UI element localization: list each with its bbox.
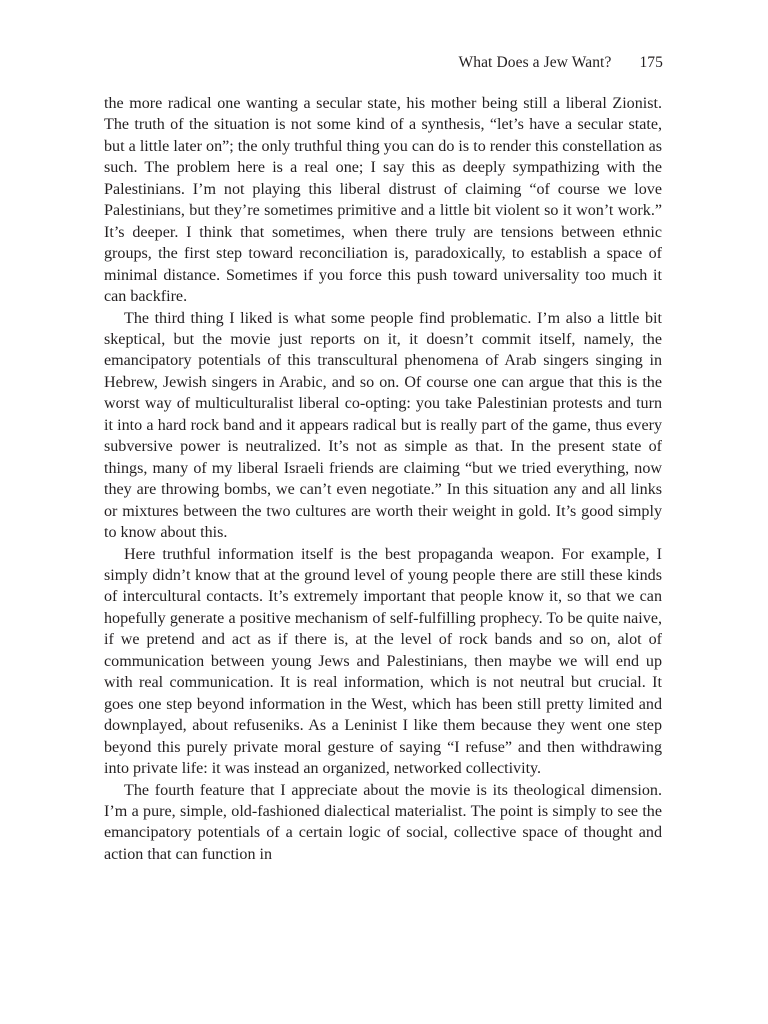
running-title: What Does a Jew Want?	[458, 54, 612, 71]
paragraph-2: The third thing I liked is what some people find problematic. I’m also a little bit skeptical, but the movie just reports on it, it doesn’t commit itself, namely, the emancipatory potentials of this transcultural phenomena of Arab singers singing in Hebrew, Jewish singers in Arabic, and so on. Of course one can argue that this is the worst way of multiculturalist liberal co-opting: you take Palestinian protests and turn it into a hard rock band and it appears radical but is really part of the game, thus every subversive power is neutralized. It’s not as simple as that. In the present state of things, many of my liberal Israeli friends are claiming “but we tried everything, now they are throwing bombs, we can’t even negotiate.” In this situation any and all links or mixtures between the two cultures are worth their weight in gold. It’s good simply to know about this.	[104, 309, 662, 542]
paragraph-3: Here truthful information itself is the best propaganda weapon. For example, I simply didn’t know that at the ground level of young people there are still these kinds of intercultural contacts. It’s extremely important that people know it, so that we can hopefully generate a positive mechanism of self-fulfilling prophecy. To be quite naive, if we pretend and act as if there is, at the level of rock bands and so on, alot of communication between young Jews and Palestinians, then maybe we will end up with real communication. It is real information, which is not neutral but crucial. It goes one step beyond information in the West, which has been still pretty limited and downplayed, about refuseniks. As a Leninist I like them because they went one step beyond this purely private moral gesture of saying “I refuse” and then withdrawing into private life: it was instead an organized, networked collectivity.	[104, 545, 662, 778]
paragraph-4: The fourth feature that I appreciate about the movie is its theological dimension. I’m a pure, simple, old-fashioned dialectical materialist. The point is simply to see the emancipatory potentials of a certain logic of social, collective space of thought and action that can function in	[104, 781, 662, 863]
page-number: 175	[639, 54, 663, 71]
running-head	[459, 52, 664, 74]
paragraph-1: the more radical one wanting a secular state, his mother being still a liberal Zionist. The truth of the situation is not some kind of a synthesis, “let’s have a secular state, but a little later on”; the only truthful thing you can do is to render this constellation as such. The problem here is a real one; I say this as deeply sympathizing with the Palestinians. I’m not playing this liberal distrust of claiming “of course we love Palestinians, but they’re sometimes primitive and a little bit violent so it won’t work.” It’s deeper. I think that sometimes, when there truly are tensions between ethnic groups, the first step toward reconciliation is, paradoxically, to establish a space of minimal distance. Sometimes if you force this push toward universality too much it can backfire.	[104, 95, 662, 306]
body-text	[104, 93, 662, 865]
